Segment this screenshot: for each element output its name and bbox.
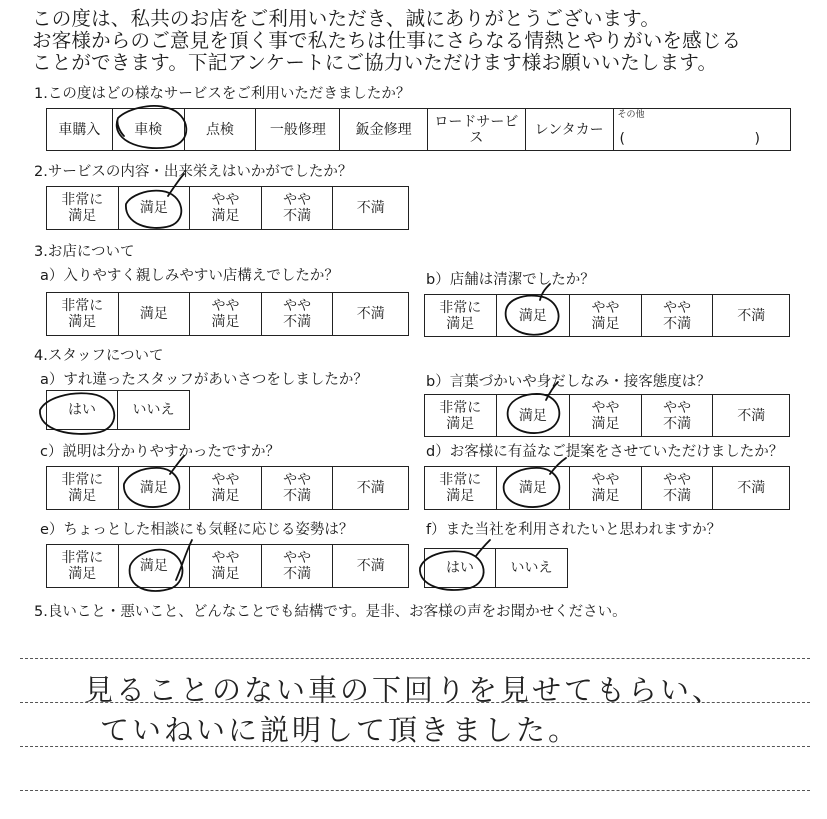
q4a-question: a）すれ違ったスタッフがあいさつをしましたか？ <box>40 372 368 388</box>
q1-option[interactable]: ロードサービス <box>428 109 526 150</box>
q4a-option[interactable]: はい <box>47 391 118 429</box>
q4b-option[interactable]: やや 不満 <box>642 395 714 436</box>
q2-option[interactable]: やや 満足 <box>190 187 262 229</box>
q4c-option[interactable]: 非常に 満足 <box>47 467 119 509</box>
q4e-question: e）ちょっとした相談にも気軽に応じる姿勢は？ <box>40 522 354 538</box>
q1-question: 1.この度はどの様なサービスをご利用いただきましたか？ <box>34 86 411 102</box>
answer-line-4 <box>20 790 810 791</box>
q4a-option[interactable]: いいえ <box>132 402 175 418</box>
q4c-option[interactable]: 不満 <box>356 480 385 496</box>
q3a-option[interactable]: 不満 <box>356 306 385 322</box>
q4d-option[interactable]: やや 不満 <box>642 467 714 509</box>
q4e-option[interactable]: やや 不満 <box>262 545 334 587</box>
answer-line-1 <box>20 658 810 659</box>
q4f-options <box>424 548 568 588</box>
q1-option[interactable]: 一般修理 <box>256 109 340 150</box>
q4f-option[interactable]: はい <box>425 549 496 587</box>
q4d-options <box>424 466 790 510</box>
q3a-option[interactable]: 満足 <box>119 293 191 335</box>
q4e-option[interactable]: やや 満足 <box>190 545 262 587</box>
q3b-option[interactable]: やや 満足 <box>570 295 642 336</box>
q2-option[interactable]: やや 不満 <box>262 187 334 229</box>
q4f-question: f）また当社を利用されたいと思われますか？ <box>426 522 722 538</box>
q4-title: 4.スタッフについて <box>34 348 164 364</box>
q4d-option[interactable]: やや 満足 <box>570 467 642 509</box>
q3b-option[interactable]: 非常に 満足 <box>425 295 497 336</box>
q4e-option[interactable]: 非常に 満足 <box>47 545 119 587</box>
q1-option[interactable]: 鈑金修理 <box>340 109 428 150</box>
q2-option[interactable]: 非常に 満足 <box>47 187 119 229</box>
q4d-question: d）お客様に有益なご提案をさせていただけましたか？ <box>426 444 784 460</box>
q1-option[interactable]: 車購入 <box>47 109 113 150</box>
q2-question: 2.サービスの内容・出来栄えはいかがでしたか？ <box>34 164 353 180</box>
paren-close: ) <box>754 131 761 147</box>
intro-line-1: この度は、私共のお店をご利用いただき、誠にありがとうございます。 <box>32 7 661 30</box>
q1-other-field[interactable] <box>614 109 791 150</box>
intro-text <box>32 8 741 74</box>
intro-line-2: お客様からのご意見を頂く事で私たちは仕事にさらなる情熱とやりがいを感じる <box>32 29 742 52</box>
q4b-options <box>424 394 790 437</box>
q3b-options <box>424 294 790 337</box>
q1-option[interactable]: 点検 <box>185 109 257 150</box>
q1-option[interactable]: レンタカー <box>526 109 614 150</box>
q4b-option[interactable]: 非常に 満足 <box>425 395 497 436</box>
q3a-question: a）入りやすく親しみやすい店構えでしたか？ <box>40 268 339 284</box>
q3a-option[interactable]: やや 満足 <box>190 293 262 335</box>
q4c-option[interactable]: やや 満足 <box>190 467 262 509</box>
q4e-option[interactable]: 不満 <box>356 558 385 574</box>
q4e-option[interactable]: 満足 <box>119 545 191 587</box>
q4c-question: c）説明は分かりやすかったですか？ <box>40 444 280 460</box>
q2-options <box>46 186 409 230</box>
q2-option[interactable]: 不満 <box>356 200 385 216</box>
handwritten-answer-1[interactable]: 見ることのない車の下回りを見せてもらい、 <box>84 673 725 707</box>
q4b-question: b）言葉づかいや身だしなみ・接客態度は？ <box>426 374 711 390</box>
q1-options <box>46 108 791 151</box>
q3b-question: b）店舗は清潔でしたか？ <box>426 272 595 288</box>
q4c-options <box>46 466 409 510</box>
q4b-option[interactable]: やや 満足 <box>570 395 642 436</box>
q3b-option[interactable]: 満足 <box>497 295 571 336</box>
q4f-option[interactable]: いいえ <box>510 560 553 576</box>
q1-option[interactable]: 車検 <box>113 109 185 150</box>
q4b-option[interactable]: 不満 <box>737 407 766 424</box>
q3b-option[interactable]: やや 不満 <box>642 295 714 336</box>
q3-title: 3.お店について <box>34 244 135 260</box>
paren-open: ( <box>619 131 625 147</box>
q4e-options <box>46 544 409 588</box>
q4d-option[interactable]: 満足 <box>497 467 571 509</box>
q4b-option[interactable]: 満足 <box>497 395 571 436</box>
q4c-option[interactable]: やや 不満 <box>262 467 334 509</box>
q3a-option[interactable]: 非常に 満足 <box>47 293 119 335</box>
q3b-option[interactable]: 不満 <box>737 307 766 324</box>
q3a-option[interactable]: やや 不満 <box>262 293 334 335</box>
handwritten-answer-2[interactable]: ていねいに説明して頂きました。 <box>100 713 581 747</box>
q2-option[interactable]: 満足 <box>119 187 191 229</box>
q4a-options <box>46 390 190 430</box>
q4d-option[interactable]: 不満 <box>737 480 766 496</box>
q1-other-label: その他 <box>617 110 645 120</box>
q5-question: 5.良いこと・悪いこと、どんなことでも結構です。是非、お客様の声をお聞かせください。 <box>34 604 627 620</box>
q4c-option[interactable]: 満足 <box>119 467 191 509</box>
q4d-option[interactable]: 非常に 満足 <box>425 467 497 509</box>
intro-line-3: ことができます。下記アンケートにご協力いただけます様お願いいたします。 <box>32 51 718 74</box>
q3a-options <box>46 292 409 336</box>
